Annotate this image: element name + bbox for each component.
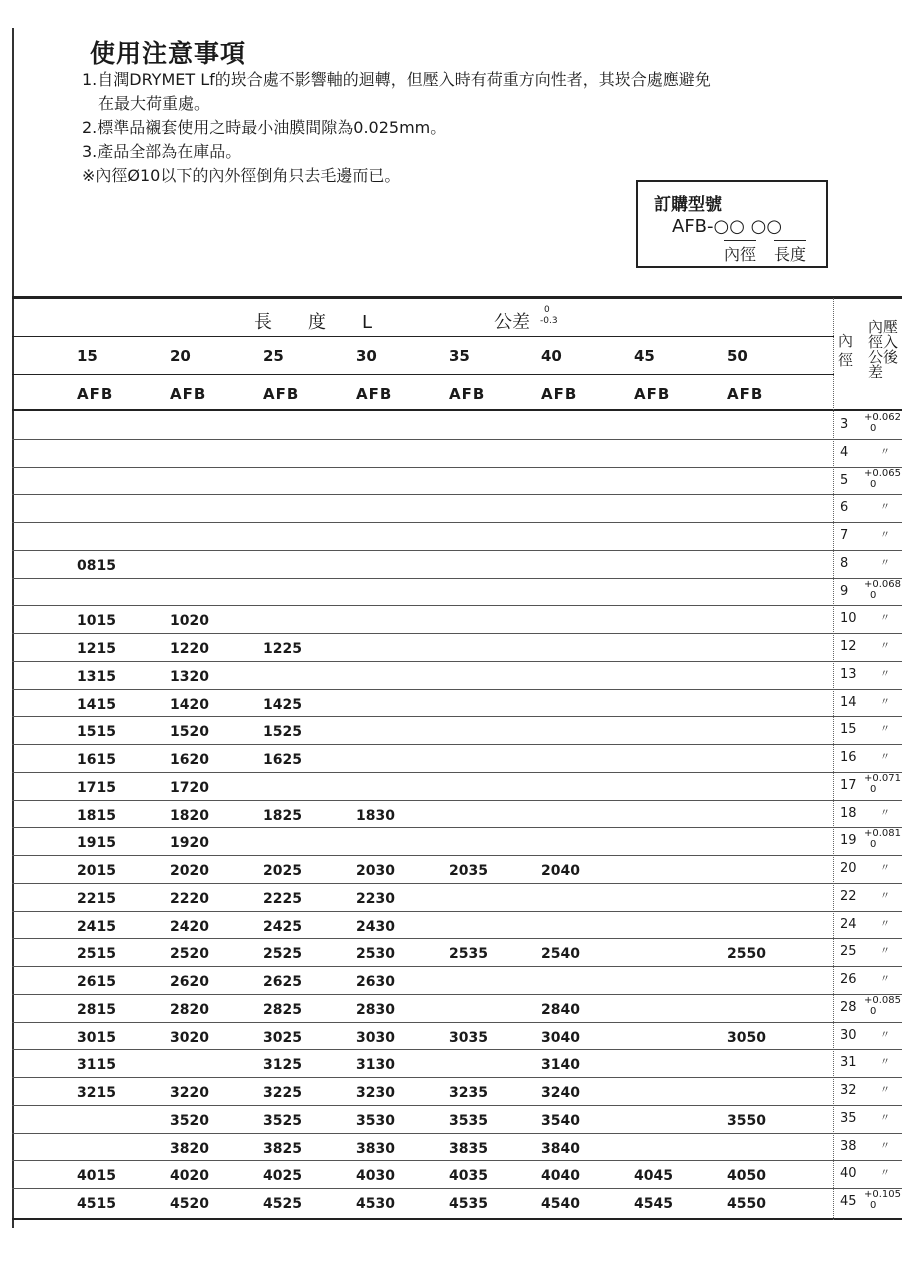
left-margin-rule — [12, 28, 14, 1228]
part-number-cell: 1715 — [77, 780, 116, 796]
inner-diameter-value: 14 — [840, 695, 857, 710]
part-number-cell: 2615 — [77, 974, 116, 990]
part-number-cell: 3540 — [541, 1113, 580, 1129]
press-fit-tolerance-lower: 0 — [870, 784, 877, 795]
part-number-cell: 1820 — [170, 808, 209, 824]
press-fit-tolerance-upper: 〃 — [880, 1141, 890, 1152]
order-code-format: AFB-○○ ○○ — [672, 216, 783, 237]
length-header: 長 度 L — [254, 312, 373, 333]
tolerance-upper: 0 — [544, 305, 550, 315]
part-number-cell: 3035 — [449, 1030, 488, 1046]
part-number-cell: 2015 — [77, 863, 116, 879]
part-number-cell: 2040 — [541, 863, 580, 879]
part-number-cell: 1615 — [77, 752, 116, 768]
inner-diameter-value: 40 — [840, 1166, 857, 1181]
order-code-box — [636, 180, 828, 268]
inner-diameter-value: 20 — [840, 861, 857, 876]
row-divider — [12, 744, 902, 745]
note-3: 3.產品全部為在庫品。 — [82, 142, 242, 161]
part-number-cell: 1830 — [356, 808, 395, 824]
press-fit-tolerance-lower: 0 — [870, 1006, 877, 1017]
inner-diameter-value: 8 — [840, 556, 849, 571]
part-number-cell: 1625 — [263, 752, 302, 768]
part-number-cell: 4040 — [541, 1168, 580, 1184]
part-number-cell: 3830 — [356, 1141, 395, 1157]
header-rule-1 — [12, 336, 834, 337]
part-number-cell: 4015 — [77, 1168, 116, 1184]
press-fit-tolerance-upper: +0.068 — [864, 579, 902, 590]
part-number-cell: 3040 — [541, 1030, 580, 1046]
part-number-cell: 3530 — [356, 1113, 395, 1129]
press-fit-tolerance-upper: +0.085 — [864, 995, 902, 1006]
part-number-cell: 2425 — [263, 919, 302, 935]
inner-diameter-value: 38 — [840, 1139, 857, 1154]
series-label: AFB — [634, 385, 671, 403]
part-number-cell: 2220 — [170, 891, 209, 907]
press-fit-tolerance-upper: 〃 — [880, 808, 890, 819]
part-number-cell: 1915 — [77, 835, 116, 851]
part-number-cell: 3550 — [727, 1113, 766, 1129]
part-number-cell: 2535 — [449, 946, 488, 962]
inner-diameter-value: 22 — [840, 889, 857, 904]
part-number-cell: 1215 — [77, 641, 116, 657]
series-label: AFB — [263, 385, 300, 403]
part-number-cell: 2830 — [356, 1002, 395, 1018]
row-divider — [12, 1077, 902, 1078]
inner-diameter-value: 5 — [840, 473, 849, 488]
part-number-cell: 1220 — [170, 641, 209, 657]
part-number-cell: 2540 — [541, 946, 580, 962]
inner-diameter-value: 32 — [840, 1083, 857, 1098]
inner-diameter-value: 6 — [840, 500, 849, 515]
press-fit-tolerance-lower: 0 — [870, 839, 877, 850]
page-title: 使用注意事項 — [90, 39, 247, 68]
part-number-cell: 2520 — [170, 946, 209, 962]
press-fit-tolerance-upper: 〃 — [880, 558, 890, 569]
part-number-cell: 4535 — [449, 1196, 488, 1212]
part-number-cell: 4530 — [356, 1196, 395, 1212]
part-number-cell: 2430 — [356, 919, 395, 935]
row-divider — [12, 494, 902, 495]
row-divider — [12, 966, 902, 967]
part-number-cell: 4525 — [263, 1196, 302, 1212]
series-label: AFB — [170, 385, 207, 403]
part-number-cell: 1815 — [77, 808, 116, 824]
note-2: 2.標準品襯套使用之時最小油膜間隙為0.025mm。 — [82, 118, 447, 137]
part-number-cell: 2030 — [356, 863, 395, 879]
part-number-cell: 2215 — [77, 891, 116, 907]
inner-diameter-header: 內徑 — [838, 332, 854, 369]
part-number-cell: 3235 — [449, 1085, 488, 1101]
press-fit-tolerance-upper: 〃 — [880, 1168, 890, 1179]
row-divider — [12, 522, 902, 523]
part-number-cell: 2620 — [170, 974, 209, 990]
row-divider — [12, 1160, 902, 1161]
note-1-continued: 在最大荷重處。 — [98, 94, 211, 113]
row-divider — [12, 661, 902, 662]
part-number-cell: 1015 — [77, 613, 116, 629]
row-divider — [12, 633, 902, 634]
press-fit-tolerance-upper: 〃 — [880, 447, 890, 458]
part-number-cell: 2225 — [263, 891, 302, 907]
press-fit-tolerance-upper: 〃 — [880, 1113, 890, 1124]
inner-diameter-value: 19 — [840, 833, 857, 848]
press-fit-tolerance-upper: 〃 — [880, 697, 890, 708]
part-number-cell: 3825 — [263, 1141, 302, 1157]
part-number-cell: 3225 — [263, 1085, 302, 1101]
part-number-cell: 3015 — [77, 1030, 116, 1046]
row-divider — [12, 605, 902, 606]
part-number-cell: 2415 — [77, 919, 116, 935]
press-fit-tolerance-upper: 〃 — [880, 891, 890, 902]
length-col-15: 15 — [77, 347, 98, 365]
press-fit-tolerance-upper: 〃 — [880, 641, 890, 652]
part-number-cell: 3835 — [449, 1141, 488, 1157]
row-divider — [12, 1105, 902, 1106]
order-label-length: 長度 — [774, 240, 806, 265]
note-remark: ※內徑Ø10以下的內外徑倒角只去毛邊而已。 — [82, 166, 401, 185]
part-number-cell: 2815 — [77, 1002, 116, 1018]
inner-diameter-value: 17 — [840, 778, 857, 793]
part-number-cell: 4540 — [541, 1196, 580, 1212]
part-number-cell: 4050 — [727, 1168, 766, 1184]
inner-diameter-value: 12 — [840, 639, 857, 654]
press-fit-tolerance-header: 內壓徑入公後差 — [868, 318, 899, 381]
inner-diameter-value: 15 — [840, 722, 857, 737]
row-divider — [12, 550, 902, 551]
row-divider — [12, 578, 902, 579]
part-number-cell: 3535 — [449, 1113, 488, 1129]
series-label: AFB — [541, 385, 578, 403]
length-col-20: 20 — [170, 347, 191, 365]
series-label: AFB — [449, 385, 486, 403]
press-fit-tolerance-upper: 〃 — [880, 919, 890, 930]
part-number-cell: 4550 — [727, 1196, 766, 1212]
press-fit-tolerance-upper: 〃 — [880, 724, 890, 735]
inner-diameter-value: 3 — [840, 417, 849, 432]
part-number-cell: 3050 — [727, 1030, 766, 1046]
part-number-cell: 2825 — [263, 1002, 302, 1018]
header-bottom-rule — [12, 409, 902, 411]
note-1: 1.自潤DRYMET Lf的崁合處不影響軸的迴轉，但壓入時有荷重方向性者，其崁合處應避免 — [82, 70, 711, 89]
press-fit-tolerance-upper: 〃 — [880, 863, 890, 874]
row-divider — [12, 827, 902, 828]
part-number-cell: 2625 — [263, 974, 302, 990]
row-divider — [12, 1049, 902, 1050]
press-fit-tolerance-upper: 〃 — [880, 946, 890, 957]
part-number-cell: 1425 — [263, 697, 302, 713]
length-col-40: 40 — [541, 347, 562, 365]
press-fit-tolerance-lower: 0 — [870, 590, 877, 601]
inner-diameter-value: 4 — [840, 445, 849, 460]
part-number-cell: 3525 — [263, 1113, 302, 1129]
table-bottom-rule — [12, 1218, 902, 1220]
press-fit-tolerance-upper: +0.105 — [864, 1189, 902, 1200]
part-number-cell: 2840 — [541, 1002, 580, 1018]
order-code-title: 訂購型號 — [654, 195, 722, 215]
part-number-cell: 2525 — [263, 946, 302, 962]
inner-diameter-value: 10 — [840, 611, 857, 626]
part-number-cell: 4030 — [356, 1168, 395, 1184]
tolerance-label: 公差 — [494, 312, 530, 333]
inner-diameter-value: 7 — [840, 528, 849, 543]
part-number-cell: 3840 — [541, 1141, 580, 1157]
inner-diameter-value: 25 — [840, 944, 857, 959]
press-fit-tolerance-upper: 〃 — [880, 613, 890, 624]
press-fit-tolerance-upper: 〃 — [880, 669, 890, 680]
press-fit-tolerance-upper: +0.081 — [864, 828, 902, 839]
inner-diameter-value: 9 — [840, 584, 849, 599]
row-divider — [12, 883, 902, 884]
press-fit-tolerance-upper: +0.062 — [864, 412, 902, 423]
inner-diameter-value: 35 — [840, 1111, 857, 1126]
press-fit-tolerance-upper: 〃 — [880, 752, 890, 763]
part-number-cell: 2530 — [356, 946, 395, 962]
part-number-cell: 2035 — [449, 863, 488, 879]
inner-diameter-value: 24 — [840, 917, 857, 932]
part-number-cell: 1225 — [263, 641, 302, 657]
press-fit-tolerance-upper: 〃 — [880, 502, 890, 513]
part-number-cell: 3130 — [356, 1057, 395, 1073]
part-number-cell: 1920 — [170, 835, 209, 851]
inner-diameter-value: 13 — [840, 667, 857, 682]
inner-diameter-value: 30 — [840, 1028, 857, 1043]
series-label: AFB — [356, 385, 393, 403]
inner-diameter-value: 18 — [840, 806, 857, 821]
right-column-divider — [833, 298, 834, 1220]
part-number-cell: 2420 — [170, 919, 209, 935]
tolerance-lower: -0.3 — [540, 316, 558, 326]
series-label: AFB — [77, 385, 114, 403]
part-number-cell: 3520 — [170, 1113, 209, 1129]
usage-notes — [82, 68, 882, 188]
row-divider — [12, 994, 902, 995]
row-divider — [12, 772, 902, 773]
part-number-cell: 1515 — [77, 724, 116, 740]
inner-diameter-value: 16 — [840, 750, 857, 765]
row-divider — [12, 716, 902, 717]
part-number-cell: 2550 — [727, 946, 766, 962]
row-divider — [12, 1022, 902, 1023]
part-number-cell: 1720 — [170, 780, 209, 796]
part-number-cell: 4545 — [634, 1196, 673, 1212]
press-fit-tolerance-lower: 0 — [870, 1200, 877, 1211]
length-col-30: 30 — [356, 347, 377, 365]
header-rule-2 — [12, 374, 834, 375]
part-number-cell: 1315 — [77, 669, 116, 685]
part-number-cell: 4520 — [170, 1196, 209, 1212]
row-divider — [12, 467, 902, 468]
part-number-cell: 1415 — [77, 697, 116, 713]
part-number-cell: 4045 — [634, 1168, 673, 1184]
part-number-cell: 2630 — [356, 974, 395, 990]
part-number-cell: 3240 — [541, 1085, 580, 1101]
part-number-cell: 4035 — [449, 1168, 488, 1184]
part-number-cell: 2515 — [77, 946, 116, 962]
part-number-cell: 1525 — [263, 724, 302, 740]
part-number-cell: 1520 — [170, 724, 209, 740]
series-label: AFB — [727, 385, 764, 403]
part-number-cell: 3125 — [263, 1057, 302, 1073]
length-col-25: 25 — [263, 347, 284, 365]
press-fit-tolerance-lower: 0 — [870, 423, 877, 434]
press-fit-tolerance-upper: 〃 — [880, 1030, 890, 1041]
part-number-cell: 4025 — [263, 1168, 302, 1184]
row-divider — [12, 439, 902, 440]
part-number-cell: 1420 — [170, 697, 209, 713]
row-divider — [12, 1188, 902, 1189]
part-number-cell: 2820 — [170, 1002, 209, 1018]
part-number-cell: 1020 — [170, 613, 209, 629]
part-number-cell: 1320 — [170, 669, 209, 685]
part-number-cell: 3025 — [263, 1030, 302, 1046]
table-top-rule — [12, 296, 902, 299]
length-col-50: 50 — [727, 347, 748, 365]
row-divider — [12, 911, 902, 912]
part-number-cell: 2020 — [170, 863, 209, 879]
row-divider — [12, 855, 902, 856]
part-number-cell: 3820 — [170, 1141, 209, 1157]
row-divider — [12, 800, 902, 801]
length-col-45: 45 — [634, 347, 655, 365]
press-fit-tolerance-upper: 〃 — [880, 530, 890, 541]
press-fit-tolerance-upper: +0.065 — [864, 468, 902, 479]
inner-diameter-value: 28 — [840, 1000, 857, 1015]
part-number-cell: 3115 — [77, 1057, 116, 1073]
part-number-cell: 4020 — [170, 1168, 209, 1184]
part-number-cell: 2025 — [263, 863, 302, 879]
inner-diameter-value: 26 — [840, 972, 857, 987]
part-number-cell: 1620 — [170, 752, 209, 768]
part-number-cell: 3230 — [356, 1085, 395, 1101]
press-fit-tolerance-upper: 〃 — [880, 974, 890, 985]
part-number-cell: 2230 — [356, 891, 395, 907]
row-divider — [12, 938, 902, 939]
row-divider — [12, 689, 902, 690]
part-number-cell: 1825 — [263, 808, 302, 824]
press-fit-tolerance-lower: 0 — [870, 479, 877, 490]
part-number-cell: 3140 — [541, 1057, 580, 1073]
part-number-cell: 3220 — [170, 1085, 209, 1101]
press-fit-tolerance-upper: 〃 — [880, 1085, 890, 1096]
part-number-cell: 3215 — [77, 1085, 116, 1101]
press-fit-tolerance-upper: +0.071 — [864, 773, 902, 784]
order-label-inner-diameter: 內徑 — [724, 240, 756, 265]
part-number-cell: 4515 — [77, 1196, 116, 1212]
length-col-35: 35 — [449, 347, 470, 365]
part-number-cell: 0815 — [77, 558, 116, 574]
part-number-cell: 3020 — [170, 1030, 209, 1046]
row-divider — [12, 1133, 902, 1134]
inner-diameter-value: 45 — [840, 1194, 857, 1209]
part-number-cell: 3030 — [356, 1030, 395, 1046]
press-fit-tolerance-upper: 〃 — [880, 1057, 890, 1068]
inner-diameter-value: 31 — [840, 1055, 857, 1070]
